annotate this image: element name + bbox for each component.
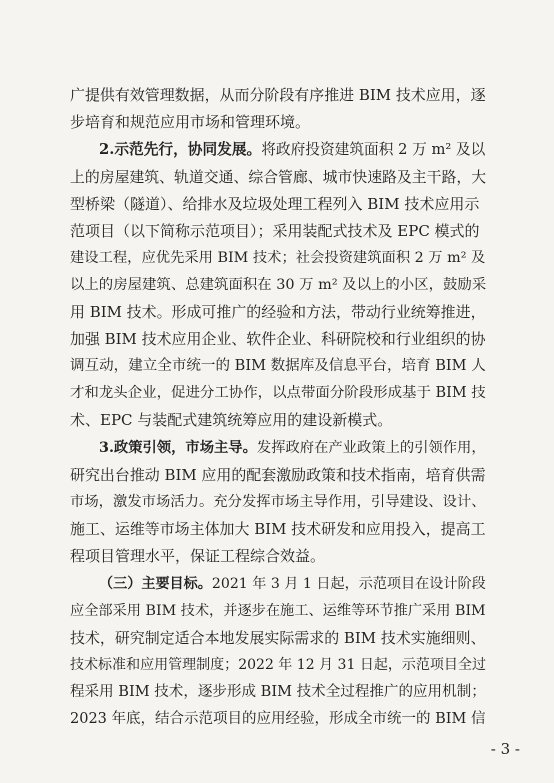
text-line: 技术标准和应用管理制度；2022 年 12 月 31 日起，示范项目全过 [70, 657, 486, 673]
page-number: - 3 - [490, 740, 520, 758]
text-line: 加强 BIM 技术应用企业、软件企业、科研院校和行业组织的协 [70, 330, 486, 348]
text-line: 3.政策引领，市场主导。发挥政府在产业政策上的引领作用， [99, 440, 486, 456]
text-line: 调互动，建立全市统一的 BIM 数据库及信息平台，培育 BIM 人 [70, 357, 486, 374]
text-line: 技术，研究制定适合本地发展实际需求的 BIM 技术实施细则、 [70, 629, 486, 647]
text-line: 市场，激发市场活力。充分发挥市场主导作用，引导建设、设计、 [70, 494, 486, 510]
text-line: 才和龙头企业，促进分工协作，以点带面分阶段形成基于 BIM 技 [70, 385, 486, 401]
text-line: 2023 年底，结合示范项目的应用经验，形成全市统一的 BIM 信 [70, 711, 486, 727]
text-line: 以上的房屋建筑、总建筑面积在 30 万 m² 及以上的小区，鼓励采 [70, 277, 487, 293]
paragraph-heading: 3.政策引领，市场主导。 [99, 440, 257, 456]
text-line: 施工、运维等市场主体加大 BIM 技术研发和应用投入，提高工 [70, 520, 486, 538]
paragraph-heading: （三）主要目标。 [99, 576, 212, 592]
text-line: 应全部采用 BIM 技术，并逐步在施工、运维等环节推广采用 BIM [70, 603, 486, 619]
text-line: 广提供有效管理数据，从而分阶段有序推进 BIM 技术应用，逐 [70, 86, 486, 104]
text-line: 范项目（以下简称示范项目）；采用装配式技术及 EPC 模式的 [70, 222, 480, 240]
text-line: 程采用 BIM 技术，逐步形成 BIM 技术全过程推广的应用机制； [70, 683, 486, 700]
text-line: 上的房屋建筑、轨道交通、综合管廊、城市快速路及主干路，大 [70, 168, 487, 186]
text-line: （三）主要目标。2021 年 3 月 1 日起，示范项目在设计阶段 [99, 576, 486, 592]
text-line: 研究出台推动 BIM 应用的配套激励政策和技术指南，培育供需 [70, 466, 486, 484]
text-line: 2.示范先行，协同发展。将政府投资建筑面积 2 万 m² 及以 [99, 141, 486, 158]
text-line: 程项目管理水平，保证工程综合效益。 [70, 547, 326, 565]
text-line: 术、EPC 与装配式建筑统筹应用的建设新模式。 [70, 411, 393, 429]
text-line: 型桥梁（隧道）、给排水及垃圾处理工程列入 BIM 技术应用示 [70, 195, 480, 213]
text-line: 步培育和规范应用市场和管理环境。 [70, 113, 311, 131]
paragraph-heading: 2.示范先行，协同发展。 [99, 141, 262, 158]
text-line: 建设工程，应优先采用 BIM 技术；社会投资建筑面积 2 万 m² 及 [70, 250, 486, 266]
text-line: 用 BIM 技术。形成可推广的经验和方法，带动行业统筹推进， [70, 303, 486, 321]
